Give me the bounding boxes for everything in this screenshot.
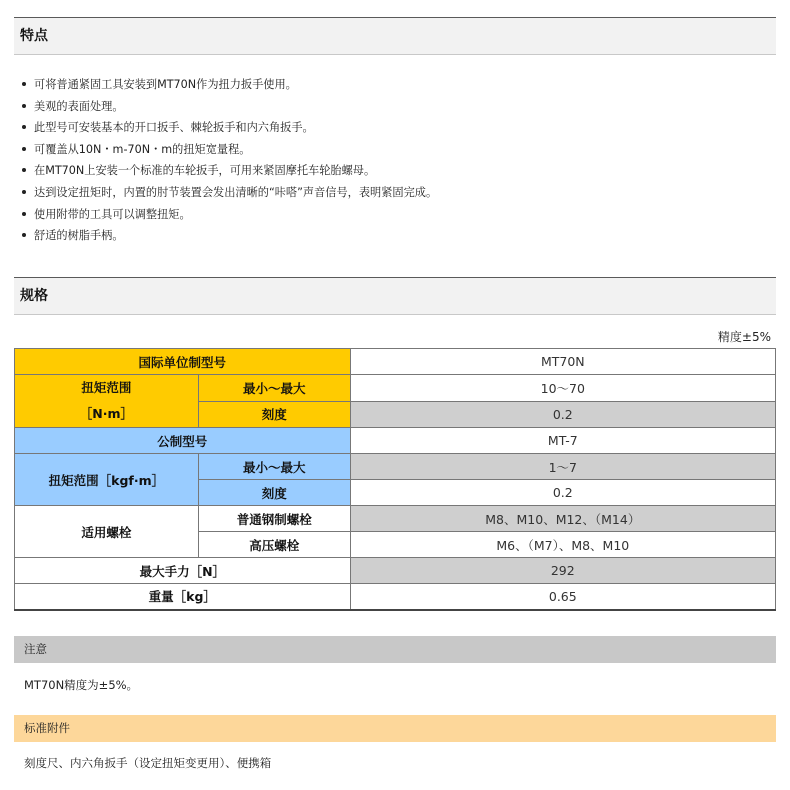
high-tension-bolt-label: 高压螺栓 xyxy=(198,532,350,558)
table-row xyxy=(15,428,776,454)
min-max-label: 最小～最大 xyxy=(198,375,350,402)
feature-text: 可将普通紧固工具安装到MT70N作为扭力扳手使用。 xyxy=(34,78,297,91)
table-row xyxy=(15,454,776,480)
list-item xyxy=(22,139,437,161)
specs-heading: 规格 xyxy=(14,277,776,315)
list-item xyxy=(22,96,437,118)
kgf-range-value: 1～7 xyxy=(350,454,775,480)
feature-text: 使用附带的工具可以调整扭矩。 xyxy=(34,207,191,221)
features-heading: 特点 xyxy=(14,17,776,55)
bullet-icon xyxy=(22,82,26,86)
feature-text: 舒适的树脂手柄。 xyxy=(34,229,124,243)
kgf-graduation-value: 0.2 xyxy=(350,480,775,506)
feature-text: 美观的表面处理。 xyxy=(34,99,124,113)
torque-range-si-label: 扭矩范围 ［N·m］ xyxy=(15,375,199,428)
metric-model-value: MT-7 xyxy=(350,428,775,454)
feature-text: 可覆盖从10N・m-70N・m的扭矩宽量程。 xyxy=(34,142,251,156)
steel-bolt-value: M8、M10、M12、（M14） xyxy=(350,506,775,532)
table-row xyxy=(15,506,776,532)
weight-value: 0.65 xyxy=(350,584,775,610)
si-model-value: MT70N xyxy=(350,349,775,375)
bullet-icon xyxy=(22,190,26,194)
table-row xyxy=(15,349,776,375)
metric-model-label: 公制型号 xyxy=(15,428,351,454)
max-hand-force-label: 最大手力［N］ xyxy=(15,558,351,584)
steel-bolt-label: 普通钢制螺栓 xyxy=(198,506,350,532)
graduation-label: 刻度 xyxy=(198,480,350,506)
high-tension-bolt-value: M6、（M7）、M8、M10 xyxy=(350,532,775,558)
list-item xyxy=(22,204,437,226)
si-range-value: 10～70 xyxy=(350,375,775,402)
features-list xyxy=(22,74,437,247)
spec-table xyxy=(14,348,776,611)
accessories-heading: 标准附件 xyxy=(14,715,776,742)
table-row xyxy=(15,584,776,610)
feature-text: 达到设定扭矩时，内置的肘节装置会发出清晰的“咔嗒”声音信号，表明紧固完成。 xyxy=(34,185,438,199)
list-item xyxy=(22,74,437,96)
note-text: MT70N精度为±5%。 xyxy=(24,678,139,692)
table-row xyxy=(15,375,776,402)
weight-label: 重量［kg］ xyxy=(15,584,351,610)
list-item xyxy=(22,225,437,247)
feature-text: 此型号可安装基本的开口扳手、棘轮扳手和内六角扳手。 xyxy=(34,121,314,135)
max-hand-force-value: 292 xyxy=(350,558,775,584)
table-row xyxy=(15,558,776,584)
graduation-label: 刻度 xyxy=(198,401,350,428)
list-item xyxy=(22,182,437,204)
bullet-icon xyxy=(22,125,26,129)
si-graduation-value: 0.2 xyxy=(350,401,775,428)
bolt-label: 适用螺栓 xyxy=(15,506,199,558)
bullet-icon xyxy=(22,168,26,172)
min-max-label: 最小～最大 xyxy=(198,454,350,480)
precision-note: 精度±5% xyxy=(717,330,771,344)
feature-text: 在MT70N上安装一个标准的车轮扳手，可用来紧固摩托车轮胎螺母。 xyxy=(34,164,376,178)
bullet-icon xyxy=(22,212,26,216)
bullet-icon xyxy=(22,233,26,237)
torque-range-kgf-label: 扭矩范围［kgf·m］ xyxy=(15,454,199,506)
si-model-label: 国际单位制型号 xyxy=(15,349,351,375)
bullet-icon xyxy=(22,147,26,151)
accessories-text: 刻度尺、内六角扳手（设定扭矩变更用）、便携箱 xyxy=(24,756,272,770)
note-heading: 注意 xyxy=(14,636,776,663)
list-item xyxy=(22,160,437,182)
bullet-icon xyxy=(22,104,26,108)
list-item xyxy=(22,117,437,139)
